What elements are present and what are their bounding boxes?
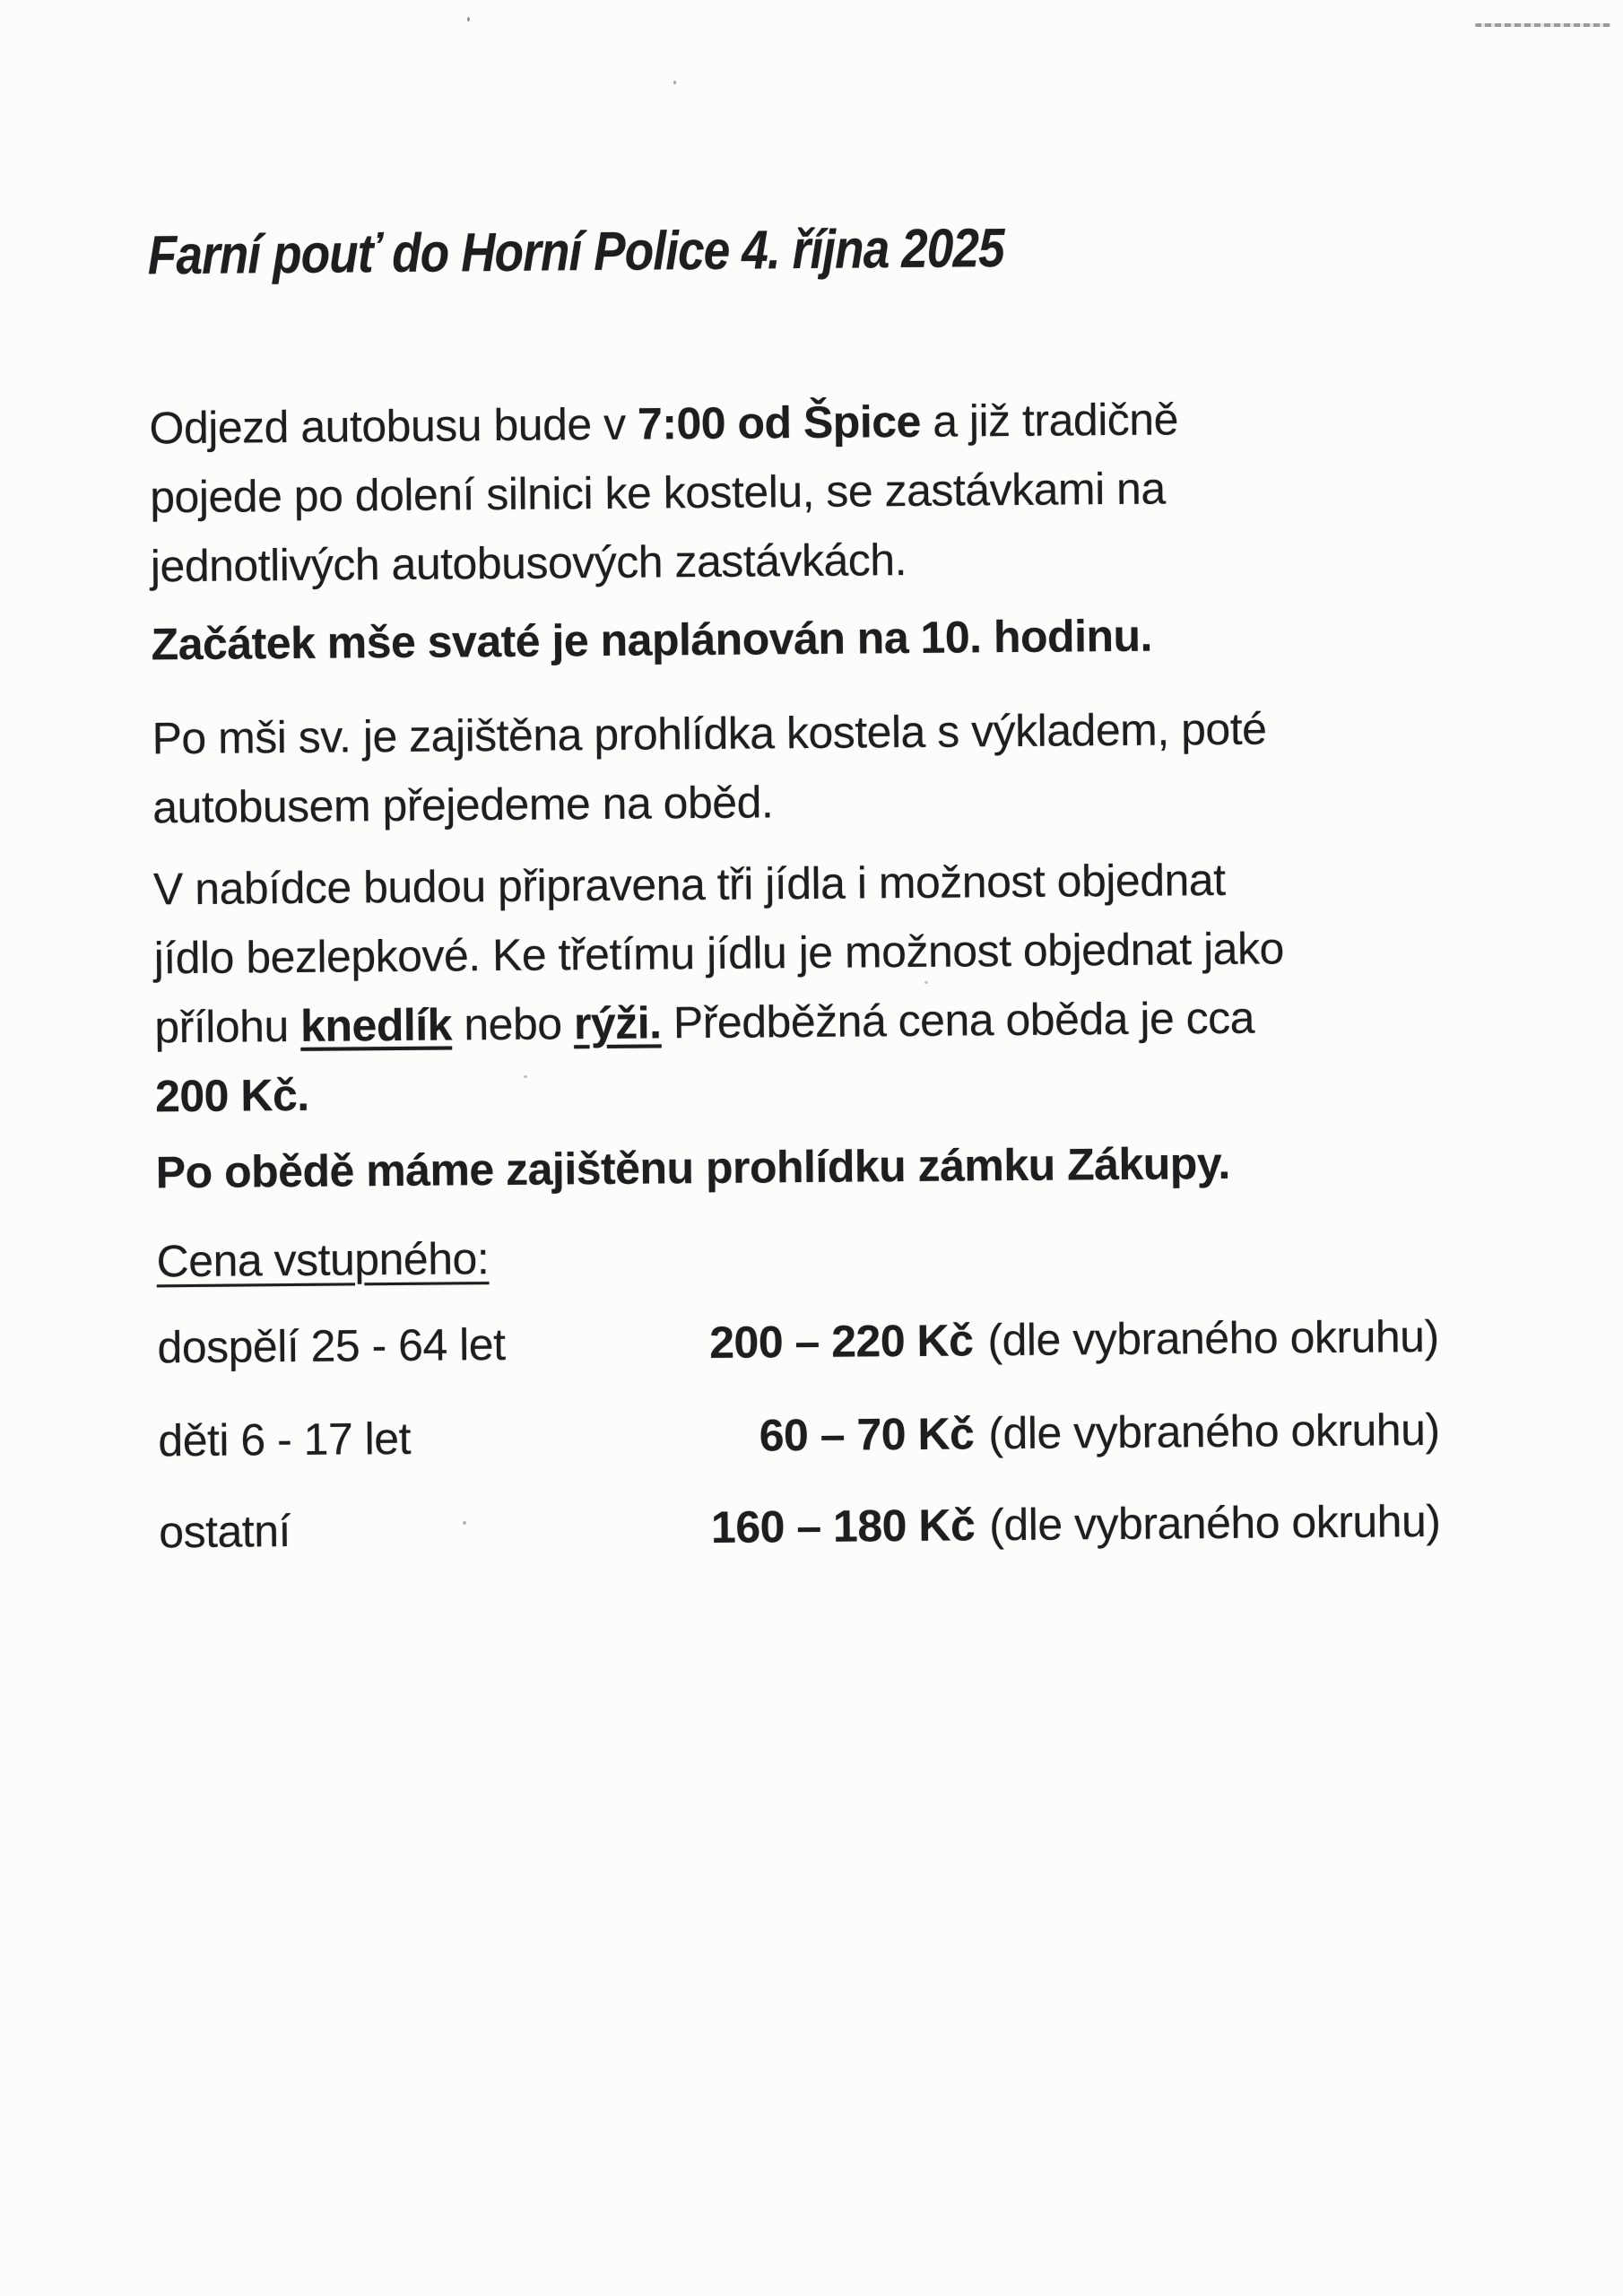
price-row-children xyxy=(158,1396,1440,1475)
price-category: ostatní xyxy=(159,1506,291,1558)
price-value: 200 – 220 Kč xyxy=(708,1315,974,1368)
departure-line-2: pojede po dolení silnici ke kostelu, se zastávkami na xyxy=(149,463,1166,523)
price-category: dospělí 25 - 64 let xyxy=(157,1318,506,1373)
document-title: Farní pouť do Horní Police 4. října 2025 xyxy=(147,217,1005,286)
price-row-adults xyxy=(157,1302,1439,1382)
scan-speck xyxy=(524,1075,527,1078)
price-value: 60 – 70 Kč xyxy=(759,1408,975,1461)
scan-speck xyxy=(463,1521,466,1525)
price-note: (dle vybraného okruhu) xyxy=(988,1404,1440,1459)
price-note: (dle vybraného okruhu) xyxy=(987,1310,1439,1366)
scan-speck xyxy=(673,81,676,84)
ticket-prices-heading: Cena vstupného: xyxy=(156,1233,490,1287)
scan-speck xyxy=(467,17,470,22)
mass-start-line: Začátek mše svaté je naplánován na 10. hodinu. xyxy=(151,610,1153,670)
side-dish-ryze: rýži. xyxy=(573,997,662,1049)
price-category: děti 6 - 17 let xyxy=(158,1413,412,1466)
scan-speck xyxy=(924,981,928,984)
church-tour-paragraph xyxy=(152,695,1267,843)
price-row-others xyxy=(159,1487,1441,1567)
church-tour-line-1: Po mši sv. je zajištěna prohlídka kostela s výkladem, poté xyxy=(152,703,1267,764)
scan-streak-artifact xyxy=(1475,23,1611,27)
lunch-line-2: jídlo bezlepkové. Ke třetímu jídlu je možnost objednat jako xyxy=(153,923,1285,984)
price-value: 160 – 180 Kč xyxy=(710,1500,976,1552)
lunch-price-line: 200 Kč. xyxy=(154,1069,309,1122)
lunch-paragraph xyxy=(153,845,1286,1131)
castle-tour-line: Po obědě máme zajištěnu prohlídku zámku Zákupy. xyxy=(155,1137,1231,1198)
departure-time-bold: 7:00 od Špice xyxy=(637,396,922,449)
lunch-line-3: přílohu knedlík nebo rýži. Předběžná cena oběda je cca xyxy=(154,992,1255,1053)
departure-line-1: Odjezd autobusu bude v 7:00 od Špice a již tradičně xyxy=(149,394,1179,454)
lunch-line-1: V nabídce budou připravena tři jídla i možnost objednat xyxy=(152,854,1226,915)
side-dish-knedlik: knedlík xyxy=(299,999,453,1051)
departure-paragraph xyxy=(149,385,1179,601)
departure-line-3: jednotlivých autobusových zastávkách. xyxy=(150,535,907,592)
church-tour-line-2: autobusem přejedeme na oběd. xyxy=(152,777,774,833)
price-note: (dle vybraného okruhu) xyxy=(989,1495,1441,1551)
